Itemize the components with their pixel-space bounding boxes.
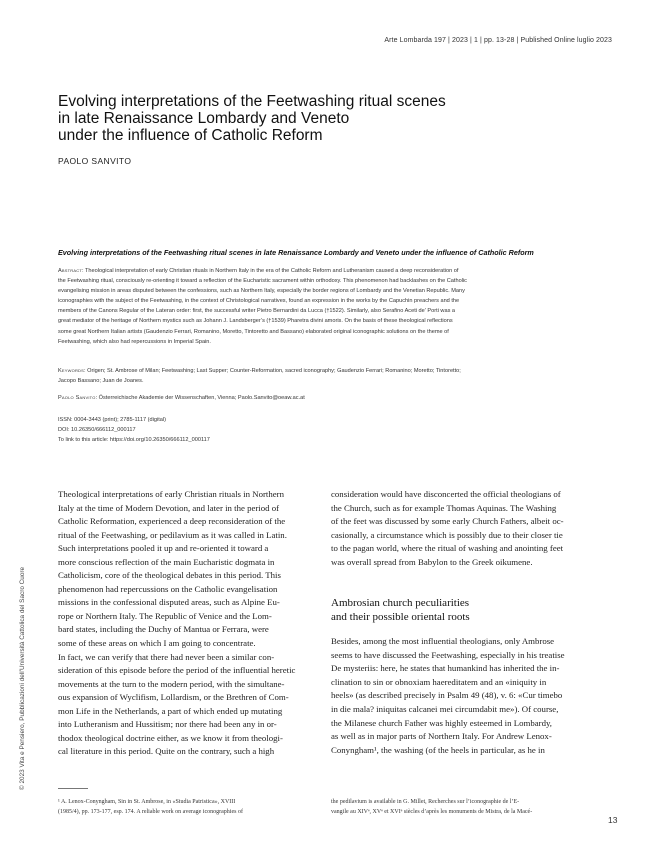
- running-head: Arte Lombarda 197 | 2023 | 1 | pp. 13-28 | Published Online luglio 2023: [384, 37, 612, 44]
- page-number: 13: [608, 815, 618, 825]
- body-line: consideration would have disconcerted the official theologians of: [331, 489, 561, 499]
- body-line: some of these areas on which I am going to concentrate.: [58, 638, 256, 649]
- copyright-text: © 2023 Vita e Pensiero, Pubblicazioni dell’Università Cattolica del Sacro Cuore: [19, 566, 26, 790]
- body-line: into Lutheranism and Hussitism; nor there had been any in or-: [58, 719, 277, 730]
- footnote-right: [331, 797, 600, 818]
- body-line: more conscious reflection of the main Eucharistic dogmata in: [58, 556, 275, 567]
- body-line: seems to have discussed the Feetwashing, especially in his treatise: [331, 649, 565, 660]
- abstract-line: Feetwashing, which also had repercussions in Imperial Spain.: [58, 338, 211, 345]
- body-line: bard states, including the Duchy of Mantua or Ferrara, were: [58, 624, 269, 635]
- body-line: Such interpretations pooled it up and re-oriented it toward a: [58, 543, 269, 554]
- keywords-text: : Origen; St. Ambrose of Milan; Feetwashing; Last Supper; Counter-Reformation, sacred iconography; Gaudenzio Ferrari; Romanino; Moretto; Tintoretto;: [84, 368, 461, 374]
- body-line: missions in the confessional disputed areas, such as Alpine Eu-: [58, 597, 280, 608]
- abstract-label: Abstract: [58, 268, 82, 274]
- body-line: thodox theological doctrine either, as we know it from theologi-: [58, 732, 283, 743]
- doi-line: DOI: 10.26350/666112_000117: [58, 427, 136, 434]
- affiliation-text: : Österreichische Akademie der Wissenschaften, Vienna; Paolo.Sanvito@oeaw.ac.at: [95, 395, 305, 401]
- affiliation: [58, 393, 599, 403]
- copyright-notice: [18, 520, 28, 790]
- footnote-line: ¹ A. Lenox-Conyngham, Sin in St. Ambrose, in «Studia Patristica», XVIII: [58, 799, 236, 805]
- body-line: as well as in major parts of Northern Italy. For Andrew Lenox-: [331, 731, 552, 742]
- keywords: [58, 366, 599, 386]
- body-line: Catholic Reformation, experienced a deep reconsideration of the: [58, 516, 286, 527]
- keywords-label: Keywords: [58, 368, 84, 374]
- footnote-line: (1985/4), pp. 173-177, esp. 174. A reliable work on average iconographies of: [58, 809, 243, 816]
- body-line: casionally, a circumstance which is possibly due to their closer tie: [331, 529, 563, 540]
- body-line: Theological interpretations of early Christian rituals in Northern: [58, 489, 284, 499]
- section-heading-line: Ambrosian church peculiarities: [331, 597, 470, 610]
- abstract-line: great mediator of the heritage of Northern mystics such as Johann J. Landsberger’s (†1539) Pharetra divini amoris. On the basis of these theological reflections: [58, 318, 453, 325]
- title-line: under the influence of Catholic Reform: [58, 127, 323, 144]
- affiliation-line: [58, 393, 599, 403]
- title-line: in late Renaissance Lombardy and Veneto: [58, 110, 350, 127]
- body-line: ritual of the Feetwashing, or pedilavium as it was called in Latin.: [58, 529, 287, 540]
- footnote-divider: [58, 788, 88, 789]
- body-line: to the pagan world, where the ritual of washing and anointing feet: [331, 543, 564, 554]
- article-title: [58, 93, 478, 144]
- affiliation-author: Paolo Sanvito: [58, 395, 96, 401]
- article-link-line[interactable]: To link to this article: https://doi.org/10.26350/666112_000117: [58, 437, 210, 444]
- body-line: Besides, among the most influential theologians, only Ambrose: [331, 636, 555, 647]
- author-name: PAOLO SANVITO: [58, 156, 132, 166]
- title-line: Evolving interpretations of the Feetwashing ritual scenes: [58, 93, 446, 110]
- body-line: ous expansion of Wyclifism, Lollardism, or the Brethren of Com-: [58, 692, 289, 703]
- abstract-line: members of the Canons Regular of the Lateran order: first, the successful writer Pietro Bernardini da Lucca (†1522). Similarly, also Serafino Aceti de’ Porti was a: [58, 308, 456, 315]
- body-line: in die mala? iniquitas calcanei mei circumdabit me»). Of course,: [331, 704, 559, 715]
- abstract-line: the Feetwashing ritual, consciously re-orienting it toward a reflection of the Eucharistic sacrament within orthodoxy. This phenomenon had backlashes on the Catholic: [58, 278, 467, 285]
- body-line: the Milanese church Father was highly esteemed in Lombardy,: [331, 717, 552, 728]
- body-line: mon Life in the Netherlands, a part of which ended up mutating: [58, 705, 283, 716]
- abstract-line: evangelising mission in areas disputed between the confessions, such as Northern Italy, especially the border regions of Lombardy and the Venetian Republic. Many: [58, 288, 465, 295]
- body-line: heels» (as described precisely in Psalm 49 (48), v. 6: «Cur timebo: [331, 690, 563, 701]
- body-line: Italy at the time of Modern Devotion, and later in the period of: [58, 502, 280, 513]
- abstract: [58, 266, 599, 347]
- body-line: of the feet was discussed by some early Church Fathers, albeit oc-: [331, 516, 564, 527]
- body-line: De mysteriis: here, he states that humankind has inherited the in-: [331, 663, 560, 674]
- body-line: the Church, such as for example Thomas Aquinas. The Washing: [331, 502, 557, 513]
- body-column-right: [331, 488, 600, 757]
- abstract-line: some great Northern Italian artists (Gaudenzio Ferrari, Romanino, Moretto, Tintoretto and Bassano) elaborated original iconographic solutions on the theme of: [58, 328, 449, 335]
- body-line: movements at the turn to the modern period, with the simultane-: [58, 678, 285, 689]
- abstract-line: iconographies with the subject of the Feetwashing, in the context of Christological narratives, found an expression in the works by the Capuchin preachers and the: [58, 298, 460, 305]
- body-line: rope or Northern Italy. The Republic of Venice and the Lom-: [58, 610, 272, 621]
- right-column-top: [331, 488, 600, 569]
- body-line: sideration of this episode before the period of the influential heretic: [58, 665, 296, 676]
- footnote-line: vangile au XIVᵉ, XVᵉ et XVIᵉ siècles d’après les monuments de Mistra, de la Macé-: [331, 809, 533, 816]
- article-subtitle: Evolving interpretations of the Feetwashing ritual scenes in late Renaissance Lombardy and Veneto under the influence of Catholic Reform: [58, 248, 534, 257]
- keywords-line: Jacopo Bassano; Juan de Joanes.: [58, 378, 144, 385]
- body-line: Catholicism, core of the theological debates in this period. This: [58, 570, 281, 581]
- body-line: was overall spread from Babylon to the Greek oikumene.: [331, 556, 533, 567]
- footnote-left: [58, 797, 312, 818]
- body-column-left: [58, 488, 312, 759]
- body-line: cal literature in this period. Quite on the contrary, such a high: [58, 746, 275, 757]
- keywords-line: [58, 366, 599, 376]
- section-heading: [331, 596, 600, 624]
- body-line: clination to sin or obnoxiam haereditatem and an «iniquity in: [331, 676, 547, 687]
- section-heading-line: and their possible oriental roots: [331, 611, 470, 624]
- body-line: In fact, we can verify that there had never been a similar con-: [58, 651, 275, 662]
- footnote-line: the pedilavium is available in G. Millet, Recherches sur l’iconographie de l’E-: [331, 799, 520, 805]
- body-line: phenomenon had repercussions on the Catholic evangelisation: [58, 583, 278, 594]
- abstract-line: [58, 266, 599, 276]
- issn-line: ISSN: 0004-3443 (print); 2785-1117 (digital): [58, 417, 166, 423]
- issn-doi-block: [58, 415, 599, 445]
- abstract-text: : Theological interpretation of early Christian rituals in Northern Italy in the era of the Catholic Reform and Lutheranism caused a deep reconsideration of: [82, 268, 459, 274]
- body-line: Conyngham¹, the washing (of the heels in particular, as he in: [331, 744, 545, 755]
- right-column-bottom: [331, 635, 600, 757]
